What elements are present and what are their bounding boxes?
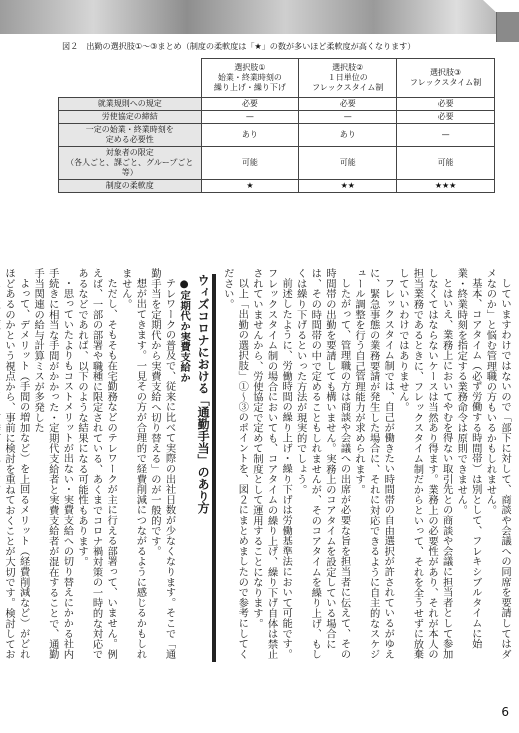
col-header-2 — [299, 59, 397, 98]
table-cell: 必要 — [201, 98, 299, 111]
table-cell: — — [299, 111, 397, 124]
paragraph: よって、デメリット（手間の増加など）を上回るメリット（経費削減など）がどれほどあるのかという視点から、事前に検討を重ねておくことが大切です。検討してお — [3, 268, 30, 660]
paragraph: テレワークの普及で、従来に比べて実際の出社日数が少なくなります。そこで「通勤手当を定期代から実費支給へ切り替える」のが一般的です。 — [148, 268, 176, 660]
table-cell: 必要 — [397, 98, 495, 111]
col-label: 始業・終業時刻の 繰り上げ・繰り下げ — [213, 73, 286, 92]
table-cell: ★ — [201, 180, 299, 193]
figure-caption: 図２ 出勤の選択肢①～③まとめ（制度の柔軟度は「★」の数が多いほど柔軟度が高くなります） — [62, 41, 416, 51]
col-title: 選択肢① — [234, 63, 266, 72]
table-cell: ★★ — [299, 180, 397, 193]
paragraph: 想が出てきます。一見その方が合理的で経費削減につながるように感じるかもしれません。 — [119, 268, 147, 660]
section-heading: ウィズコロナにおける「通勤手当」のあり方 — [195, 274, 216, 662]
table-row — [59, 180, 495, 193]
bullet-list: ・思っていたよりもコストメリットが出ない・実費支給への切り替えにかかる社内手続きに相当な手間がかかった・定期代支給者と実費支給者が混在することで、通勤手当関連の給与計算ミスが多発した — [32, 268, 74, 660]
table-cell: 可能 — [201, 147, 299, 180]
col-header-1 — [201, 59, 299, 98]
page-number: 6 — [501, 705, 509, 719]
col-header-3 — [397, 59, 495, 98]
row-label: 一定の始業・終業時刻を 定める必要性 — [59, 124, 202, 147]
table-cell: 必要 — [397, 111, 495, 124]
header-tab — [496, 12, 519, 42]
paragraph: 基本、コアタイム（必ず労働する時間帯）は別として、フレキシブルタイムに始業・終業時刻を指定する業務命令は原則できません。 — [455, 268, 482, 650]
table-cell: ★★★ — [397, 180, 495, 193]
table-cell: あり — [201, 124, 299, 147]
paragraph: ただし、そもそも在宅勤務などのテレワークが主に行える部署って、いません。例えば、一部の部署や職種に限定されている、あくまでコロナ禍対策の一時的な対応であるなどであれば、以下のような結果になる可能性もあります。 — [75, 268, 118, 660]
header-band — [0, 0, 519, 34]
table-row — [59, 111, 495, 124]
row-label: 労使協定の締結 — [59, 111, 202, 124]
col-label: １日単位の フレックスタイム制 — [312, 73, 384, 92]
table-corner — [59, 59, 202, 98]
table-cell: あり — [299, 124, 397, 147]
figure-table — [58, 58, 495, 193]
paragraph: とはいえ、業務上においてやむを得ない取引先との商談や会議に担当者として参加しなくてはならないケースは当然あり得ます。業務上の必要性があり、それが本人の担当業務であるときに、フレックスタイム制だからといって、それを全うせずに放棄していいわけではありません。 — [396, 268, 453, 660]
paragraph: したがって、管理職の方は商談や会議への出席が必要な旨を担当者に伝えて、その時間帯の出勤を要請しても構いません。実務上のコアタイムを設定している場合には、その時間帯の中で定めることもしれませんが、そのコアタイムを繰り上げ、もしくは繰り下げるといった方法が現実的でしょう。 — [294, 268, 351, 660]
subheading: ●定期代か実費支給か — [178, 278, 191, 383]
table-cell: 必要 — [299, 98, 397, 111]
table-cell: — — [201, 111, 299, 124]
table-row — [59, 98, 495, 111]
table-cell: 可能 — [397, 147, 495, 180]
paragraph: していますわけではないので「部下に対して、商談や会議への同席を要請してはダメなのか」と悩む管理職の方もいるかもしれません。 — [484, 268, 511, 660]
row-label: 就業規則への規定 — [59, 98, 202, 111]
table-row — [59, 147, 495, 180]
paragraph: 前述したように、労働時間の繰り上げ・繰り下げは労働基準法において可能です。フレックスタイム制の場合においても、コアタイムの繰り上げ、繰り下げ自体は禁止されていませんから、労使協定で定めて制度として運用することになります。 — [250, 268, 293, 660]
paragraph: フレックスタイム制では、自己が働きたい時間帯の自由選択が許されているがゆえに、緊急事態の業務要請が発生した場合に、それに対応できるように自主的なスケジュール調整を行う自己管理能力が求められます。 — [353, 268, 395, 660]
col-label: フレックスタイム制 — [409, 78, 482, 87]
col-title: 選択肢③ — [429, 68, 462, 77]
row-label: 制度の柔軟度 — [59, 180, 202, 193]
col-title: 選択肢② — [332, 63, 364, 72]
table-cell: — — [397, 124, 495, 147]
table-cell: 可能 — [299, 147, 397, 180]
article-body — [3, 268, 512, 668]
table-row — [59, 124, 495, 147]
paragraph: 以上「出勤の選択肢」①～③のポイントを、図２にまとめましたので参考にしてください。 — [221, 268, 249, 660]
row-label: 対象者の限定 （各人ごと、課ごと、グループごと等） — [59, 147, 202, 180]
